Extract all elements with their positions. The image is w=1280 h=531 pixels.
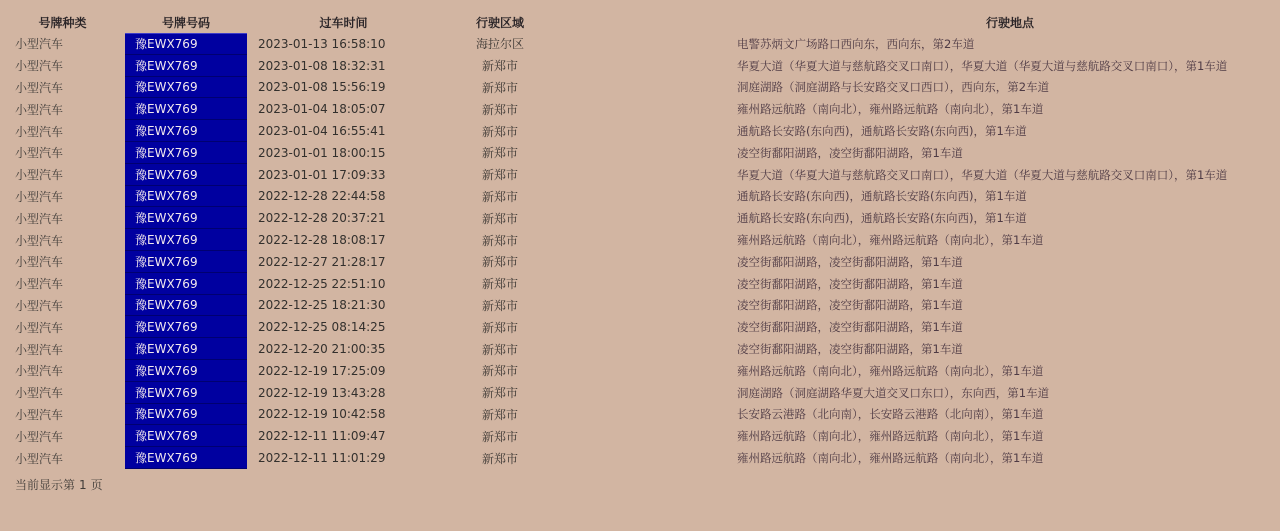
table-row — [0, 360, 1280, 382]
plate-number-cell[interactable]: 豫EWX769 — [125, 360, 247, 382]
driving-location-cell: 凌空街鄱阳湖路，凌空街鄱阳湖路，第1车道 — [737, 298, 963, 313]
driving-region-cell: 新郑市 — [481, 211, 518, 226]
driving-location-cell: 凌空街鄱阳湖路，凌空街鄱阳湖路，第1车道 — [737, 342, 963, 357]
driving-region-cell: 新郑市 — [481, 233, 518, 248]
pass-time-cell: 2023-01-01 17:09:33 — [258, 167, 386, 182]
pass-time-cell: 2022-12-27 21:28:17 — [258, 254, 386, 269]
plate-type-cell: 小型汽车 — [15, 407, 64, 422]
plate-number-cell[interactable]: 豫EWX769 — [125, 273, 247, 295]
pass-time-cell: 2022-12-25 22:51:10 — [258, 276, 386, 291]
table-row — [0, 404, 1280, 426]
plate-number-cell-wrap — [125, 447, 247, 469]
plate-type-cell: 小型汽车 — [15, 59, 64, 74]
table-row — [0, 273, 1280, 295]
plate-number-cell-wrap — [125, 316, 247, 338]
plate-number-cell-wrap — [125, 338, 247, 360]
pass-time-cell: 2022-12-11 11:09:47 — [258, 429, 386, 444]
driving-location-cell: 雍州路远航路（南向北），雍州路远航路（南向北），第1车道 — [737, 363, 1044, 378]
driving-location-cell: 雍州路远航路（南向北），雍州路远航路（南向北），第1车道 — [737, 429, 1044, 444]
driving-location-cell: 凌空街鄱阳湖路，凌空街鄱阳湖路，第1车道 — [737, 276, 963, 291]
pass-time-cell: 2022-12-19 13:43:28 — [258, 385, 386, 400]
driving-location-cell: 华夏大道（华夏大道与慈航路交叉口南口），华夏大道（华夏大道与慈航路交叉口南口），第1车道 — [737, 58, 1228, 73]
pagination-suffix: 页 — [90, 477, 103, 492]
plate-number-cell-wrap — [125, 229, 247, 251]
driving-location-cell: 华夏大道（华夏大道与慈航路交叉口南口），华夏大道（华夏大道与慈航路交叉口南口），第1车道 — [737, 167, 1228, 182]
plate-number-cell[interactable]: 豫EWX769 — [125, 425, 247, 447]
pass-time-cell: 2023-01-08 15:56:19 — [258, 80, 386, 95]
plate-type-cell: 小型汽车 — [15, 146, 64, 161]
plate-number-cell[interactable]: 豫EWX769 — [125, 295, 247, 317]
plate-number-cell-wrap — [125, 55, 247, 77]
column-header-pass-time: 过车时间 — [319, 15, 368, 30]
driving-region-cell: 新郑市 — [481, 277, 518, 292]
table-row — [0, 295, 1280, 317]
plate-number-cell-wrap — [125, 251, 247, 273]
plate-number-cell-wrap — [125, 186, 247, 208]
plate-number-cell-wrap — [125, 360, 247, 382]
plate-number-cell-wrap — [125, 273, 247, 295]
driving-region-cell: 新郑市 — [481, 59, 518, 74]
table-row — [0, 251, 1280, 273]
driving-location-cell: 洞庭湖路（洞庭湖路与长安路交叉口西口），西向东，第2车道 — [737, 80, 1050, 95]
driving-location-cell: 通航路长安路(东向西)，通航路长安路(东向西)，第1车道 — [737, 189, 1027, 204]
pass-time-cell: 2022-12-19 17:25:09 — [258, 363, 386, 378]
driving-region-cell: 新郑市 — [481, 320, 518, 335]
plate-number-cell[interactable]: 豫EWX769 — [125, 338, 247, 360]
pass-time-cell: 2022-12-25 08:14:25 — [258, 320, 386, 335]
plate-number-cell[interactable]: 豫EWX769 — [125, 229, 247, 251]
plate-number-cell-wrap — [125, 207, 247, 229]
plate-type-cell: 小型汽车 — [15, 124, 64, 139]
pass-time-cell: 2022-12-25 18:21:30 — [258, 298, 386, 313]
table-row — [0, 207, 1280, 229]
plate-number-cell-wrap — [125, 295, 247, 317]
table-row — [0, 98, 1280, 120]
plate-type-cell: 小型汽车 — [15, 342, 64, 357]
driving-region-cell: 新郑市 — [481, 364, 518, 379]
table-row — [0, 55, 1280, 77]
driving-region-cell: 新郑市 — [481, 451, 518, 466]
column-header-driving-region: 行驶区域 — [475, 15, 524, 30]
driving-region-cell: 海拉尔区 — [475, 37, 524, 52]
driving-location-cell: 长安路云港路（北向南），长安路云港路（北向南），第1车道 — [737, 407, 1044, 422]
driving-location-cell: 雍州路远航路（南向北），雍州路远航路（南向北），第1车道 — [737, 233, 1044, 248]
driving-region-cell: 新郑市 — [481, 80, 518, 95]
plate-type-cell: 小型汽车 — [15, 451, 64, 466]
driving-region-cell: 新郑市 — [481, 407, 518, 422]
pass-time-cell: 2022-12-19 10:42:58 — [258, 407, 386, 422]
driving-region-cell: 新郑市 — [481, 386, 518, 401]
pass-time-cell: 2022-12-28 20:37:21 — [258, 211, 386, 226]
driving-location-cell: 凌空街鄱阳湖路，凌空街鄱阳湖路，第1车道 — [737, 254, 963, 269]
plate-type-cell: 小型汽车 — [15, 233, 64, 248]
plate-number-cell[interactable]: 豫EWX769 — [125, 33, 247, 55]
pass-time-cell: 2023-01-13 16:58:10 — [258, 36, 386, 51]
table-header-row — [0, 11, 1280, 33]
plate-type-cell: 小型汽车 — [15, 168, 64, 183]
driving-location-cell: 洞庭湖路（洞庭湖路华夏大道交叉口东口），东向西，第1车道 — [737, 385, 1050, 400]
driving-region-cell: 新郑市 — [481, 124, 518, 139]
column-header-plate-type: 号牌种类 — [38, 15, 87, 30]
plate-number-cell-wrap — [125, 404, 247, 426]
driving-region-cell: 新郑市 — [481, 298, 518, 313]
plate-number-cell-wrap — [125, 98, 247, 120]
pass-time-cell: 2022-12-20 21:00:35 — [258, 342, 386, 357]
table-row — [0, 382, 1280, 404]
table-row — [0, 316, 1280, 338]
table-row — [0, 447, 1280, 469]
plate-number-cell-wrap — [125, 164, 247, 186]
driving-region-cell: 新郑市 — [481, 168, 518, 183]
driving-region-cell: 新郑市 — [481, 342, 518, 357]
table-row — [0, 186, 1280, 208]
plate-type-cell: 小型汽车 — [15, 277, 64, 292]
plate-number-cell[interactable]: 豫EWX769 — [125, 447, 247, 469]
current-page-number: 1 — [79, 477, 87, 492]
plate-number-cell[interactable]: 豫EWX769 — [125, 207, 247, 229]
plate-type-cell: 小型汽车 — [15, 255, 64, 270]
driving-location-cell: 电警苏炳文广场路口西向东，西向东，第2车道 — [737, 36, 975, 51]
driving-region-cell: 新郑市 — [481, 102, 518, 117]
driving-location-cell: 凌空街鄱阳湖路，凌空街鄱阳湖路，第1车道 — [737, 320, 963, 335]
plate-number-cell[interactable]: 豫EWX769 — [125, 251, 247, 273]
plate-number-cell-wrap — [125, 77, 247, 99]
column-header-plate-number: 号牌号码 — [161, 15, 210, 30]
pagination-prefix: 当前显示第 — [15, 477, 76, 492]
pass-time-cell: 2022-12-28 22:44:58 — [258, 189, 386, 204]
driving-region-cell: 新郑市 — [481, 146, 518, 161]
plate-number-cell[interactable]: 豫EWX769 — [125, 316, 247, 338]
pass-time-cell: 2023-01-01 18:00:15 — [258, 145, 386, 160]
plate-number-cell-wrap — [125, 142, 247, 164]
plate-type-cell: 小型汽车 — [15, 80, 64, 95]
plate-number-cell[interactable]: 豫EWX769 — [125, 404, 247, 426]
driving-region-cell: 新郑市 — [481, 189, 518, 204]
table-row — [0, 120, 1280, 142]
table-row — [0, 338, 1280, 360]
plate-number-cell-wrap — [125, 120, 247, 142]
table-row — [0, 142, 1280, 164]
driving-location-cell: 雍州路远航路（南向北），雍州路远航路（南向北），第1车道 — [737, 451, 1044, 466]
table-row — [0, 164, 1280, 186]
driving-region-cell: 新郑市 — [481, 255, 518, 270]
table-row — [0, 77, 1280, 99]
plate-number-cell-wrap — [125, 382, 247, 404]
driving-location-cell: 通航路长安路(东向西)，通航路长安路(东向西)，第1车道 — [737, 211, 1027, 226]
plate-type-cell: 小型汽车 — [15, 320, 64, 335]
table-row — [0, 425, 1280, 447]
plate-number-cell[interactable]: 豫EWX769 — [125, 98, 247, 120]
driving-location-cell: 雍州路远航路（南向北），雍州路远航路（南向北），第1车道 — [737, 102, 1044, 117]
plate-number-cell[interactable]: 豫EWX769 — [125, 120, 247, 142]
driving-location-cell: 凌空街鄱阳湖路，凌空街鄱阳湖路，第1车道 — [737, 145, 963, 160]
driving-region-cell: 新郑市 — [481, 429, 518, 444]
plate-number-cell[interactable]: 豫EWX769 — [125, 55, 247, 77]
column-header-driving-location: 行驶地点 — [985, 15, 1034, 30]
plate-number-cell-wrap — [125, 425, 247, 447]
plate-type-cell: 小型汽车 — [15, 102, 64, 117]
pass-time-cell: 2022-12-11 11:01:29 — [258, 451, 386, 466]
plate-number-cell[interactable]: 豫EWX769 — [125, 186, 247, 208]
plate-type-cell: 小型汽车 — [15, 364, 64, 379]
plate-type-cell: 小型汽车 — [15, 429, 64, 444]
plate-type-cell: 小型汽车 — [15, 211, 64, 226]
pass-time-cell: 2023-01-04 18:05:07 — [258, 102, 386, 117]
plate-type-cell: 小型汽车 — [15, 386, 64, 401]
plate-type-cell: 小型汽车 — [15, 37, 64, 52]
plate-number-cell[interactable]: 豫EWX769 — [125, 77, 247, 99]
plate-number-cell[interactable]: 豫EWX769 — [125, 142, 247, 164]
pass-time-cell: 2023-01-04 16:55:41 — [258, 124, 386, 139]
plate-number-cell[interactable]: 豫EWX769 — [125, 382, 247, 404]
pass-time-cell: 2023-01-08 18:32:31 — [258, 58, 386, 73]
table-row — [0, 33, 1280, 55]
table-row — [0, 229, 1280, 251]
driving-location-cell: 通航路长安路(东向西)，通航路长安路(东向西)，第1车道 — [737, 124, 1027, 139]
pass-time-cell: 2022-12-28 18:08:17 — [258, 233, 386, 248]
table-rows — [0, 33, 1280, 469]
plate-type-cell: 小型汽车 — [15, 298, 64, 313]
plate-type-cell: 小型汽车 — [15, 189, 64, 204]
plate-number-cell-wrap — [125, 33, 247, 55]
pagination-status — [0, 476, 1280, 493]
plate-number-cell[interactable]: 豫EWX769 — [125, 164, 247, 186]
